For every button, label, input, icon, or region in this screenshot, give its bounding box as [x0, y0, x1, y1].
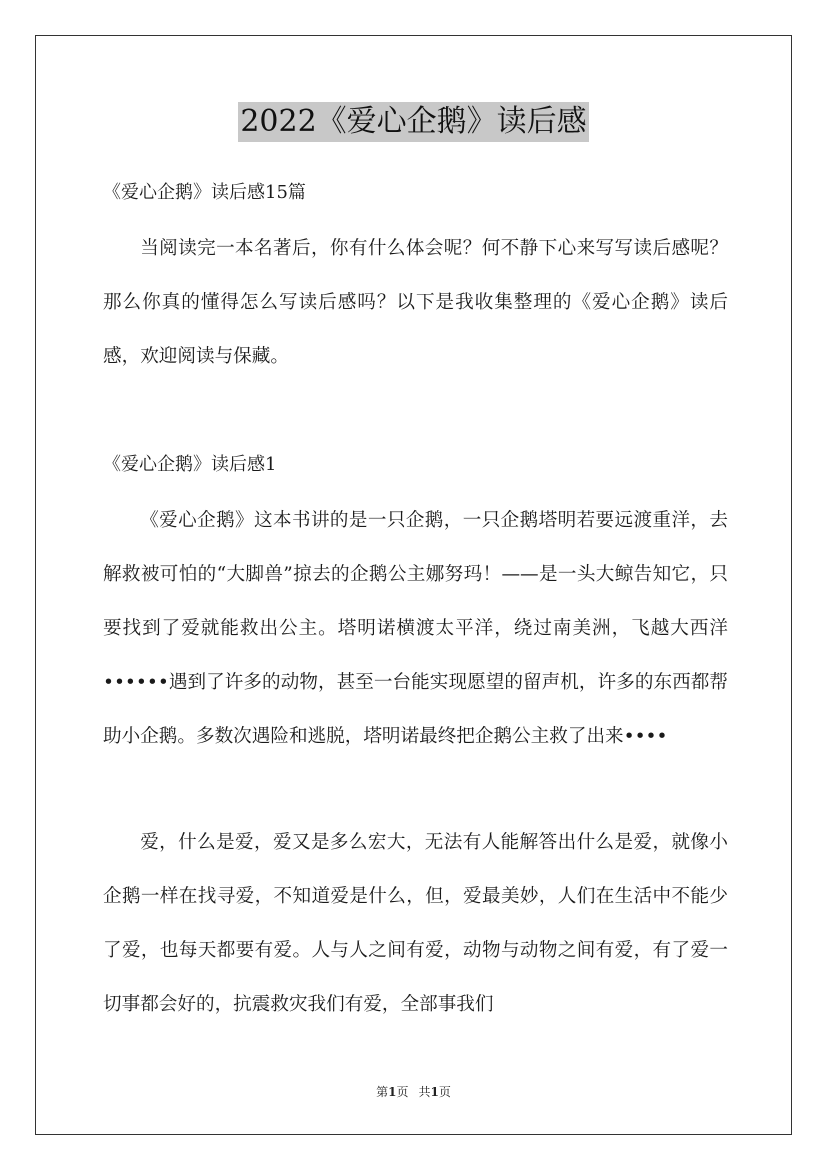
document-subtitle: 《爱心企鹅》读后感15篇: [103, 182, 306, 203]
total-pages: 1: [430, 1085, 439, 1099]
page-number: 1: [388, 1085, 397, 1099]
story-paragraph: 《爱心企鹅》这本书讲的是一只企鹅，一只企鹅塔明若要远渡重洋，去解救被可怕的“大脚兽”掠去的企鹅公主娜努玛！——是一头大鲸告知它，只要找到了爱就能救出公主。塔明诺横渡太平洋，绕过南美洲，飞越大西洋••••••遇到了许多的动物，甚至一台能实现愿望的留声机，许多的东西都帮助小企鹅。多数次遇险和逃脱，塔明诺最终把企鹅公主救了出来••••: [103, 510, 728, 747]
total-suffix: 页: [438, 1085, 451, 1099]
document-title: 2022《爱心企鹅》读后感: [238, 102, 588, 142]
page-prefix: 第: [376, 1085, 389, 1099]
page-suffix: 页: [396, 1085, 409, 1099]
page-footer: [0, 1084, 827, 1100]
intro-paragraph: 当阅读完一本名著后，你有什么体会呢？何不静下心来写写读后感呢？那么你真的懂得怎么写读后感吗？以下是我收集整理的《爱心企鹅》读后感，欢迎阅读与保藏。: [103, 238, 728, 367]
love-paragraph: 爱，什么是爱，爱又是多么宏大，无法有人能解答出什么是爱，就像小企鹅一样在找寻爱，不知道爱是什么，但，爱最美妙，人们在生活中不能少了爱，也每天都要有爱。人与人之间有爱，动物与动物之间有爱，有了爱一切事都会好的，抗震救灾我们有爱，全部事我们: [103, 832, 728, 1015]
total-prefix: 共: [418, 1085, 431, 1099]
title-container: [0, 102, 827, 142]
section-heading: 《爱心企鹅》读后感1: [103, 454, 277, 475]
